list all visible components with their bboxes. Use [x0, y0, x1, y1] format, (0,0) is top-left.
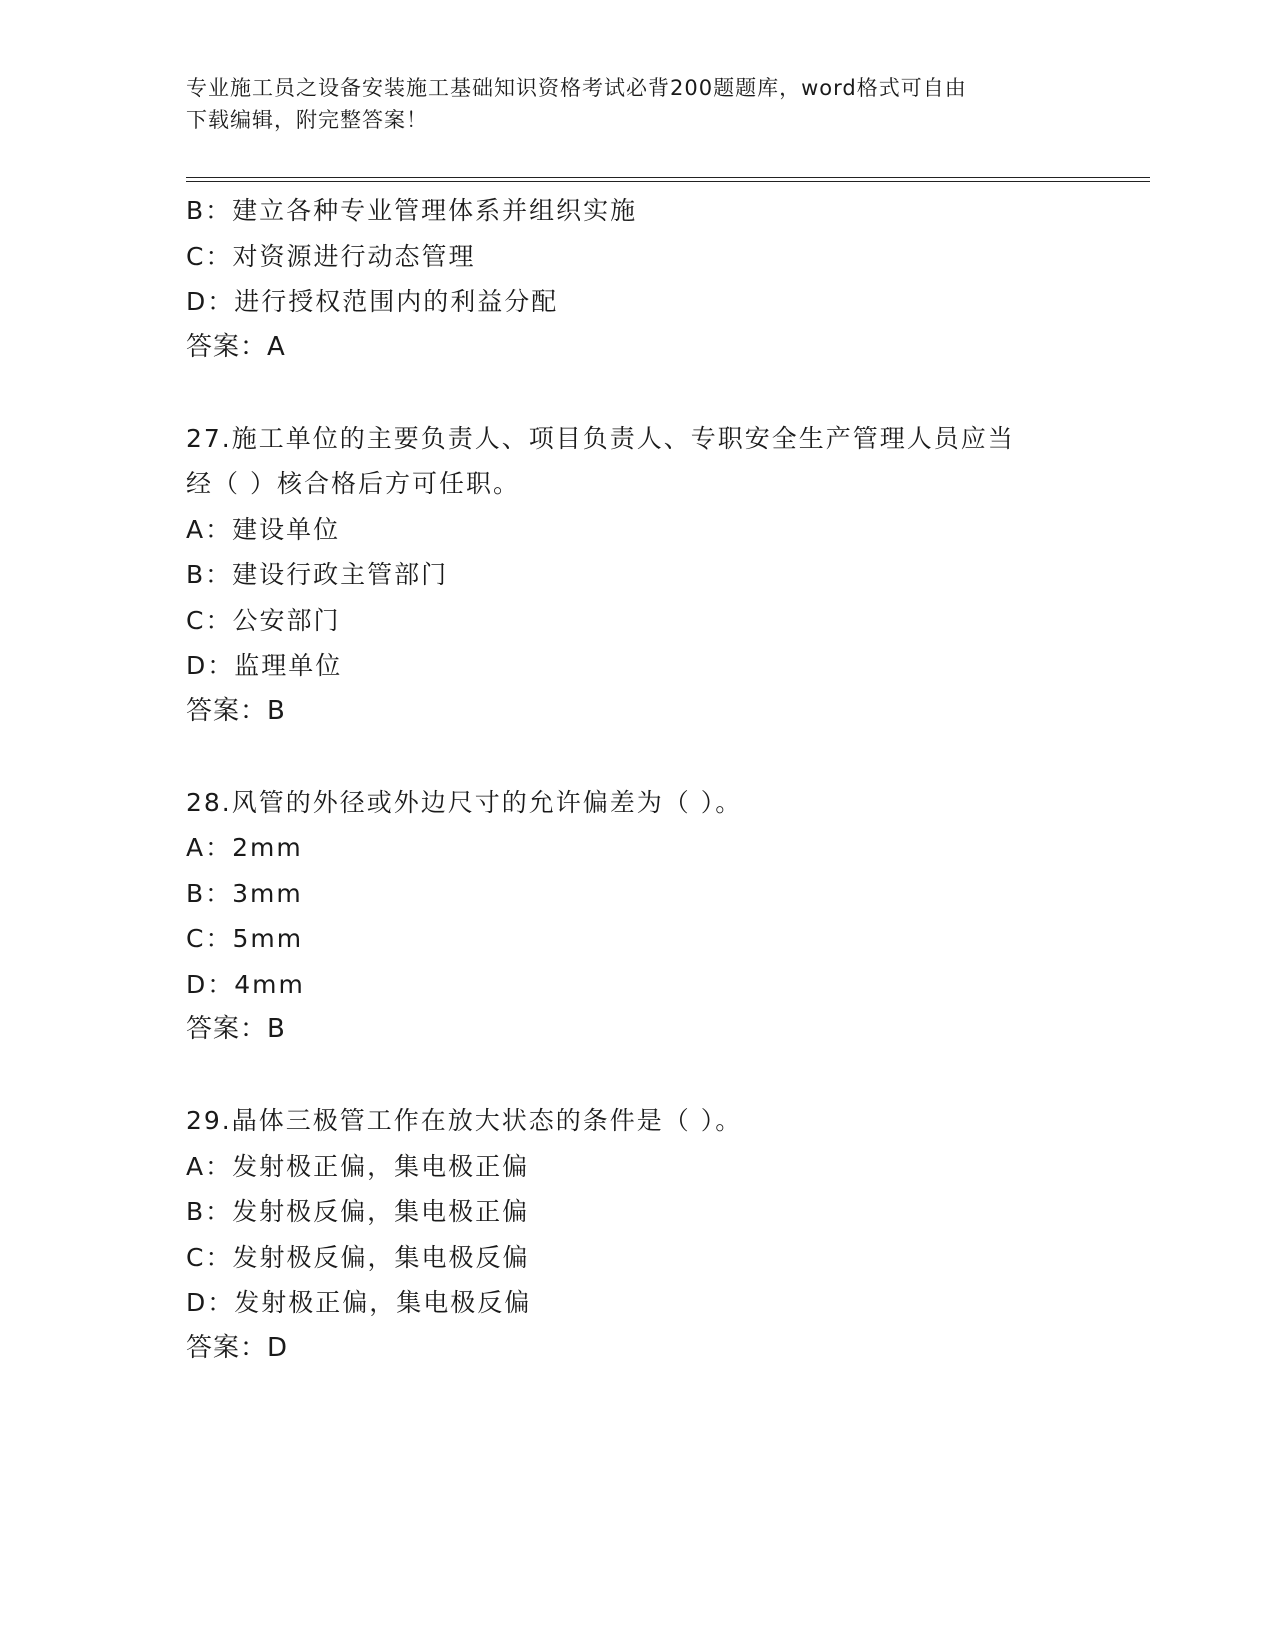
header-title-line-1: 专业施工员之设备安装施工基础知识资格考试必背200题题库，word格式可自由 — [186, 76, 967, 100]
option-a: A：建设单位 — [186, 514, 341, 544]
question-28 — [186, 780, 1086, 1053]
option-c: C：5mm — [186, 924, 304, 953]
document-header — [186, 72, 1086, 136]
option-b: B：发射极反偏，集电极正偏 — [186, 1197, 530, 1226]
answer-line: 答案：B — [186, 695, 286, 726]
option-b: B：建设行政主管部门 — [186, 560, 449, 589]
option-b: B：建立各种专业管理体系并组织实施 — [186, 196, 638, 225]
answer-line: 答案：A — [186, 331, 286, 362]
spacer — [186, 734, 1086, 780]
header-divider — [186, 177, 1150, 182]
option-c: C：对资源进行动态管理 — [186, 241, 476, 271]
option-d: D：进行授权范围内的利益分配 — [186, 287, 559, 316]
question-stem-continued: 经（ ）核合格后方可任职。 — [186, 469, 520, 498]
answer-line: 答案：D — [186, 1332, 289, 1363]
header-title-line-2: 下载编辑，附完整答案！ — [186, 108, 428, 132]
spacer — [186, 370, 1086, 416]
question-list — [186, 188, 1086, 1371]
answer-line: 答案：B — [186, 1014, 286, 1044]
option-d: D：发射极正偏，集电极反偏 — [186, 1288, 532, 1317]
spacer — [186, 1053, 1086, 1099]
previous-question-remainder — [186, 188, 1086, 370]
question-stem: 29.晶体三极管工作在放大状态的条件是（ ）。 — [186, 1106, 743, 1135]
option-a: A：发射极正偏，集电极正偏 — [186, 1151, 530, 1181]
question-stem: 28.风管的外径或外边尺寸的允许偏差为（ ）。 — [186, 787, 743, 817]
option-d: D：监理单位 — [186, 651, 343, 680]
option-c: C：发射极反偏，集电极反偏 — [186, 1242, 530, 1272]
option-b: B：3mm — [186, 878, 303, 908]
question-29 — [186, 1098, 1086, 1371]
option-c: C：公安部门 — [186, 605, 341, 635]
option-a: A：2mm — [186, 833, 303, 862]
option-d: D：4mm — [186, 969, 305, 999]
question-stem: 27.施工单位的主要负责人、项目负责人、专职安全生产管理人员应当 — [186, 423, 1015, 453]
question-27 — [186, 416, 1086, 735]
